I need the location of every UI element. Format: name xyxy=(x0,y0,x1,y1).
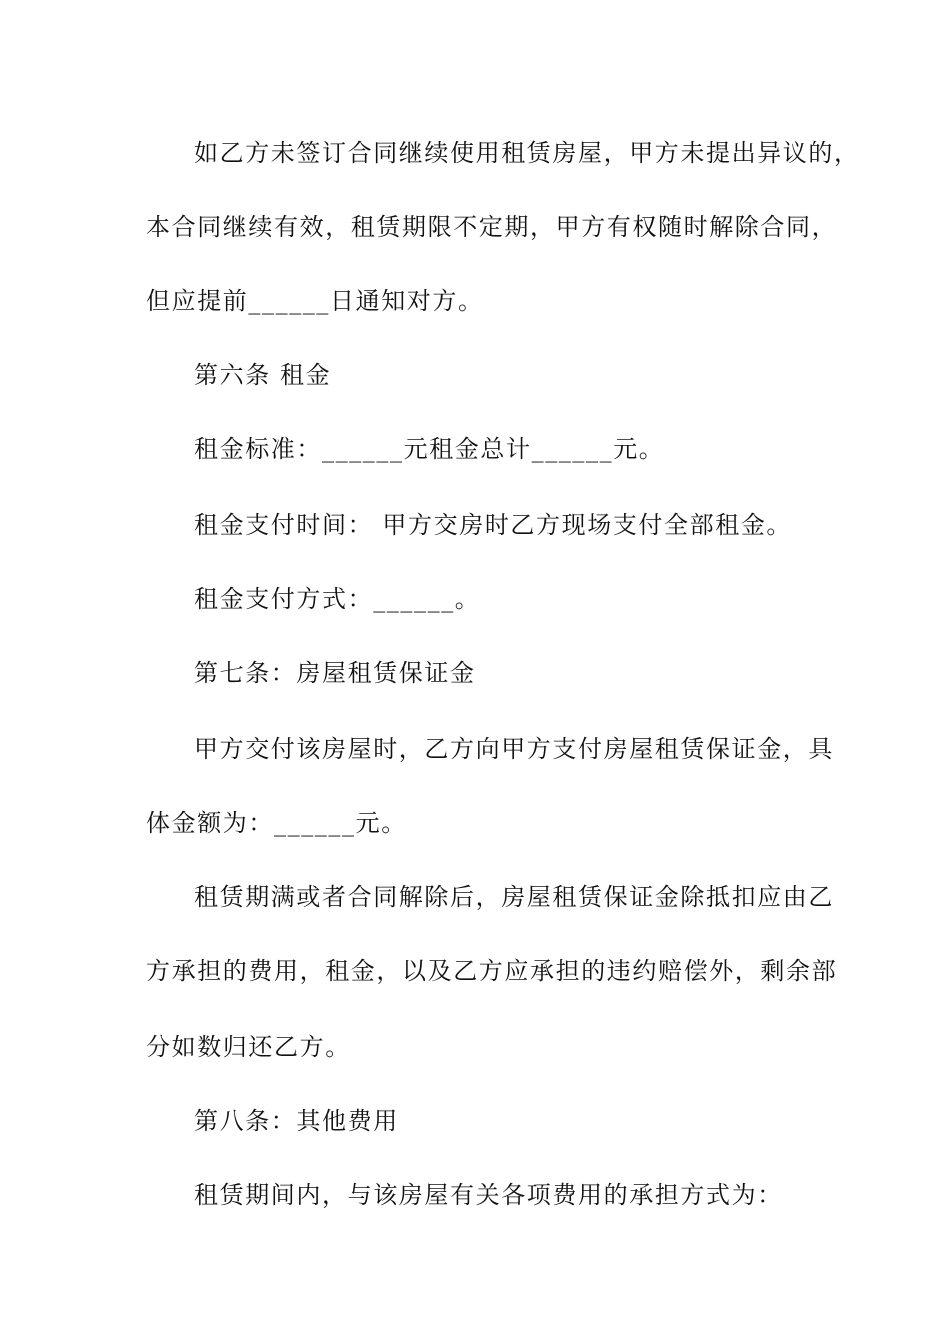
text-line: 分如数归还乙方。 xyxy=(146,1033,351,1061)
text-line: 租赁期满或者合同解除后，房屋租赁保证金除抵扣应由乙 xyxy=(194,883,834,911)
text-line: 但应提前______日通知对方。 xyxy=(146,287,484,315)
text-line: 本合同继续有效，租赁期限不定期，甲方有权随时解除合同， xyxy=(146,213,838,241)
text-line: 如乙方未签订合同继续使用租赁房屋，甲方未提出异议的， xyxy=(194,139,860,167)
text-line: 租金支付时间： 甲方交房时乙方现场支付全部租金。 xyxy=(194,511,793,539)
text-line: 甲方交付该房屋时，乙方向甲方支付房屋租赁保证金，具 xyxy=(194,735,834,763)
text-line: 租金标准：______元租金总计______元。 xyxy=(194,435,665,463)
text-line: 租金支付方式：______。 xyxy=(194,585,481,613)
text-line: 体金额为：______元。 xyxy=(146,809,407,837)
text-line: 租赁期间内，与该房屋有关各项费用的承担方式为： xyxy=(194,1181,783,1209)
section-heading-article-8: 第八条：其他费用 xyxy=(194,1107,399,1135)
text-line: 方承担的费用，租金，以及乙方应承担的违约赔偿外，剩余部 xyxy=(146,957,838,985)
section-heading-article-7: 第七条：房屋租赁保证金 xyxy=(194,659,476,687)
section-heading-article-6: 第六条 租金 xyxy=(194,361,332,389)
